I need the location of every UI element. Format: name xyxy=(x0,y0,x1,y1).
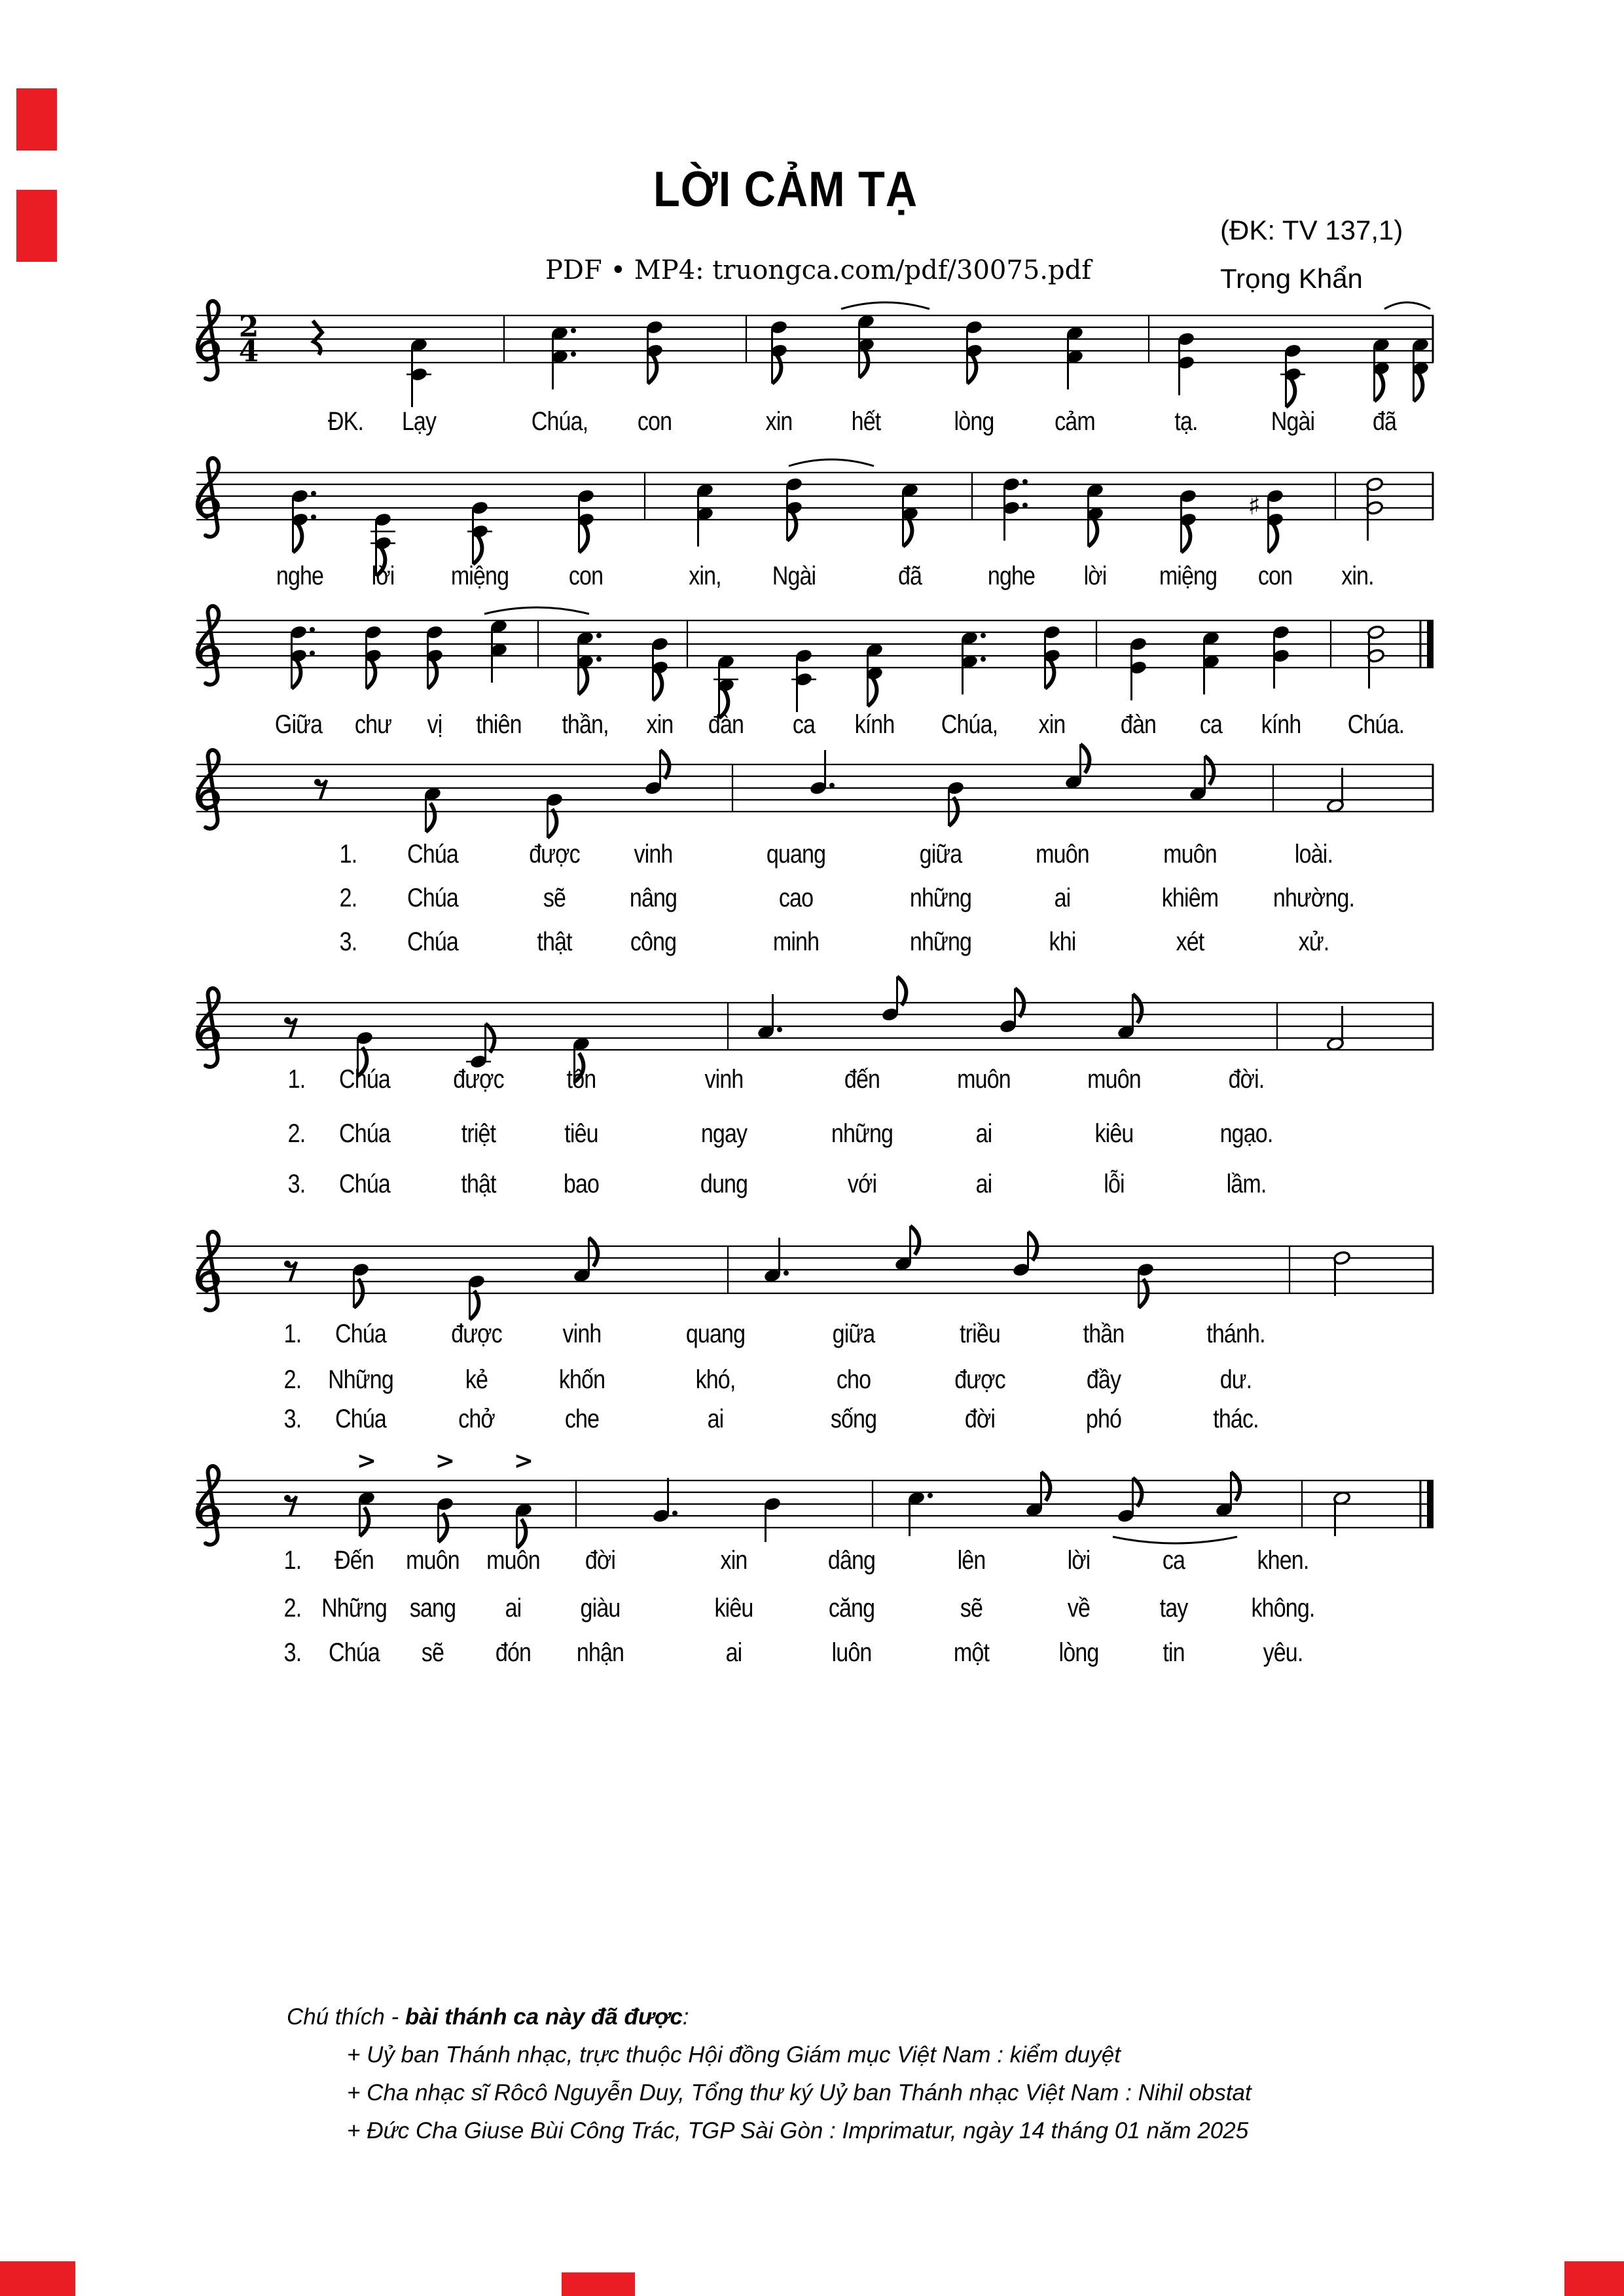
lyric-word: sẽ xyxy=(960,1594,983,1623)
lyric-word: căng xyxy=(828,1594,875,1623)
footnote-intro-bold: bài thánh ca này đã được xyxy=(405,2004,683,2030)
lyric-word: kính xyxy=(854,710,895,739)
lyric-word: sang xyxy=(409,1594,456,1623)
red-crop-mark xyxy=(16,88,57,151)
lyric-word: vinh xyxy=(634,840,673,869)
lyric-word: đã xyxy=(897,562,922,590)
lyric-word: Chúa xyxy=(335,1405,386,1433)
lyric-word: đời. xyxy=(1228,1065,1265,1094)
lyric-word: dâng xyxy=(827,1546,876,1575)
svg-text:>: > xyxy=(513,1447,534,1475)
lyric-word: nhường. xyxy=(1272,884,1355,912)
lyric-word: kiêu xyxy=(1094,1119,1134,1148)
lyric-word: lời xyxy=(1083,562,1107,590)
psalm-reference: (ĐK: TV 137,1) xyxy=(1220,215,1403,245)
lyric-word: nhận xyxy=(576,1638,624,1667)
lyric-word: dư. xyxy=(1219,1365,1252,1394)
lyric-word: cao xyxy=(778,884,814,912)
lyric-word: kính xyxy=(1261,710,1301,739)
lyric-word: Chúa, xyxy=(531,407,588,436)
lyric-word: miệng xyxy=(1159,562,1218,590)
lyric-word: triệt xyxy=(461,1119,496,1148)
composer-name: Trọng Khẩn xyxy=(1220,263,1363,294)
lyric-word: thần, xyxy=(562,710,609,739)
lyric-word: tiêu xyxy=(564,1119,598,1148)
lyric-word: kẻ xyxy=(465,1365,488,1394)
svg-text:>: > xyxy=(435,1447,456,1475)
lyric-word: kiêu xyxy=(714,1594,753,1623)
lyric-word: những xyxy=(909,884,972,912)
svg-text:4: 4 xyxy=(238,335,259,368)
lyric-word: 1. xyxy=(283,1319,302,1348)
lyric-word: sẽ xyxy=(421,1638,444,1667)
lyric-word: vinh xyxy=(562,1319,602,1348)
lyric-word: một xyxy=(953,1638,990,1667)
lyric-word: tôn xyxy=(566,1065,596,1094)
lyric-word: tay xyxy=(1159,1594,1188,1623)
lyric-word: được xyxy=(529,840,580,869)
lyric-word: được xyxy=(453,1065,504,1094)
lyric-word: lòng xyxy=(954,407,994,436)
svg-text:♯: ♯ xyxy=(1248,491,1261,521)
lyric-word: nghe xyxy=(276,562,324,590)
footnote-intro-colon: : xyxy=(682,2004,689,2030)
red-crop-mark xyxy=(1564,2261,1624,2296)
lyric-word: phó xyxy=(1085,1405,1122,1433)
lyric-word: chở xyxy=(458,1405,495,1433)
lyric-word: ai xyxy=(975,1119,992,1148)
lyric-word: Chúa xyxy=(339,1170,390,1198)
svg-text:2: 2 xyxy=(238,310,259,344)
lyric-word: ai xyxy=(505,1594,522,1623)
lyric-word: 1. xyxy=(283,1546,302,1575)
lyric-word: giữa xyxy=(832,1319,875,1348)
lyric-word: được xyxy=(451,1319,502,1348)
lyric-word: đàn xyxy=(1120,710,1157,739)
lyric-word: đến xyxy=(844,1065,880,1094)
lyric-word: giàu xyxy=(580,1594,621,1623)
lyric-word: với xyxy=(847,1170,877,1198)
lyric-word: ngay xyxy=(700,1119,748,1148)
lyric-word: Chúa xyxy=(339,1065,390,1094)
footnote-item: + Uỷ ban Thánh nhạc, trực thuộc Hội đồng Giám mục Việt Nam : kiểm duyệt xyxy=(347,2042,1121,2068)
lyric-word: lỗi xyxy=(1104,1170,1125,1198)
lyric-word: vị xyxy=(427,710,442,739)
lyric-word: đời xyxy=(964,1405,996,1433)
lyric-word: thật xyxy=(461,1170,496,1198)
lyric-word: lời xyxy=(371,562,395,590)
lyric-word: đầy xyxy=(1086,1365,1121,1394)
lyric-word: xin xyxy=(765,407,793,436)
lyric-word: quang xyxy=(766,840,826,869)
lyric-word: che xyxy=(564,1405,600,1433)
footnote-item: + Đức Cha Giuse Bùi Công Trác, TGP Sài Gòn : Imprimatur, ngày 14 tháng 01 năm 2025 xyxy=(347,2118,1249,2144)
lyric-word: Lạy xyxy=(401,407,437,436)
lyric-word: yêu. xyxy=(1263,1638,1303,1667)
footnote-intro-label: Chú thích - xyxy=(287,2004,405,2030)
lyric-word: khen. xyxy=(1257,1546,1309,1575)
lyric-word: lòng xyxy=(1058,1638,1099,1667)
svg-text:>: > xyxy=(356,1447,377,1475)
lyric-word: khó, xyxy=(695,1365,736,1394)
lyric-word: loài. xyxy=(1294,840,1333,869)
song-title: LỜI CẢM TẠ xyxy=(653,162,918,217)
lyric-word: 3. xyxy=(287,1170,306,1198)
lyric-word: 2. xyxy=(283,1594,302,1623)
lyric-word: con xyxy=(1257,562,1293,590)
lyric-word: Những xyxy=(328,1365,393,1394)
lyric-word: ai xyxy=(725,1638,742,1667)
lyric-word: giữa xyxy=(919,840,962,869)
lyric-word: muôn xyxy=(1087,1065,1141,1094)
lyric-word: minh xyxy=(772,927,820,956)
lyric-word: thánh. xyxy=(1206,1319,1265,1348)
lyric-word: con xyxy=(637,407,672,436)
lyric-word: thần xyxy=(1083,1319,1125,1348)
lyric-word: 2. xyxy=(339,884,357,912)
lyric-word: sẽ xyxy=(543,884,566,912)
lyric-word: 2. xyxy=(283,1365,302,1394)
lyric-word: xin xyxy=(646,710,674,739)
lyric-word: công xyxy=(630,927,677,956)
lyric-word: tin xyxy=(1163,1638,1185,1667)
lyric-word: về xyxy=(1067,1594,1091,1623)
lyric-word: khốn xyxy=(558,1365,605,1394)
lyric-word: Chúa xyxy=(339,1119,390,1148)
lyric-word: những xyxy=(831,1119,893,1148)
lyric-word: khi xyxy=(1049,927,1076,956)
lyric-word: quang xyxy=(685,1319,746,1348)
red-crop-mark xyxy=(16,190,57,262)
lyric-word: 1. xyxy=(339,840,357,869)
lyric-word: Chúa, xyxy=(941,710,998,739)
lyric-word: ai xyxy=(1054,884,1071,912)
lyric-word: đời xyxy=(585,1546,616,1575)
lyric-word: hết xyxy=(851,407,881,436)
lyric-word: nghe xyxy=(987,562,1036,590)
lyric-word: Đến xyxy=(334,1546,374,1575)
lyric-word: chư xyxy=(354,710,392,739)
lyric-word: muôn xyxy=(486,1546,540,1575)
lyric-word: thác. xyxy=(1213,1405,1259,1433)
lyric-word: đón xyxy=(495,1638,532,1667)
lyric-word: thật xyxy=(537,927,572,956)
lyric-word: ĐK. xyxy=(327,407,364,436)
lyric-word: xử. xyxy=(1298,927,1329,956)
lyric-word: cảm xyxy=(1055,407,1095,436)
lyric-word: miệng xyxy=(450,562,509,590)
lyric-word: được xyxy=(954,1365,1005,1394)
lyric-word: Chúa xyxy=(407,840,458,869)
lyric-word: muôn xyxy=(957,1065,1011,1094)
lyric-word: ai xyxy=(975,1170,992,1198)
lyric-word: Chúa xyxy=(335,1319,386,1348)
lyric-word: vinh xyxy=(704,1065,744,1094)
lyric-word: ngạo. xyxy=(1219,1119,1273,1148)
lyric-word: Chúa xyxy=(407,927,458,956)
lyric-word: nâng xyxy=(629,884,677,912)
lyric-word: xin xyxy=(720,1546,748,1575)
lyric-word: không. xyxy=(1251,1594,1315,1623)
lyric-word: 3. xyxy=(283,1638,302,1667)
lyric-word: 3. xyxy=(283,1405,302,1433)
lyric-word: cho xyxy=(836,1365,871,1394)
lyric-word: luôn xyxy=(831,1638,872,1667)
lyric-word: sống xyxy=(830,1405,877,1433)
lyric-word: đàn xyxy=(708,710,744,739)
lyric-word: dung xyxy=(700,1170,748,1198)
lyric-word: Chúa. xyxy=(1347,710,1405,739)
lyric-word: lầm. xyxy=(1226,1170,1267,1198)
lyric-word: tạ. xyxy=(1174,407,1198,436)
lyric-word: 2. xyxy=(287,1119,306,1148)
lyric-word: những xyxy=(909,927,972,956)
red-crop-mark xyxy=(0,2261,75,2296)
lyric-word: Chúa xyxy=(407,884,458,912)
lyric-word: lời xyxy=(1067,1546,1091,1575)
lyric-word: Ngài xyxy=(772,562,816,590)
lyric-word: lên xyxy=(957,1546,986,1575)
lyric-word: xin, xyxy=(689,562,721,590)
lyric-word: ai xyxy=(707,1405,724,1433)
lyric-word: Những xyxy=(321,1594,387,1623)
lyric-word: muôn xyxy=(1163,840,1217,869)
lyric-word: đã xyxy=(1372,407,1397,436)
lyric-word: xét xyxy=(1176,927,1204,956)
footnote-item: + Cha nhạc sĩ Rôcô Nguyễn Duy, Tổng thư ký Uỷ ban Thánh nhạc Việt Nam : Nihil obstat xyxy=(347,2080,1252,2106)
lyric-word: Giữa xyxy=(274,710,323,739)
lyric-word: 1. xyxy=(287,1065,306,1094)
lyric-word: xin xyxy=(1038,710,1066,739)
pdf-mp4-link-text: PDF • MP4: truongca.com/pdf/30075.pdf xyxy=(545,255,1092,285)
lyric-word: khiêm xyxy=(1161,884,1219,912)
lyric-word: 3. xyxy=(339,927,357,956)
lyric-word: triều xyxy=(960,1319,1000,1348)
lyric-word: ca xyxy=(1162,1546,1185,1575)
lyric-word: bao xyxy=(563,1170,600,1198)
lyric-word: xin. xyxy=(1341,562,1374,590)
lyric-word: ca xyxy=(1199,710,1223,739)
lyric-word: muôn xyxy=(406,1546,460,1575)
lyric-word: Chúa xyxy=(329,1638,380,1667)
lyric-word: Ngài xyxy=(1271,407,1315,436)
lyric-word: ca xyxy=(792,710,816,739)
lyric-word: thiên xyxy=(476,710,522,739)
lyric-word: con xyxy=(568,562,604,590)
lyric-word: muôn xyxy=(1036,840,1089,869)
red-crop-mark xyxy=(562,2272,635,2296)
